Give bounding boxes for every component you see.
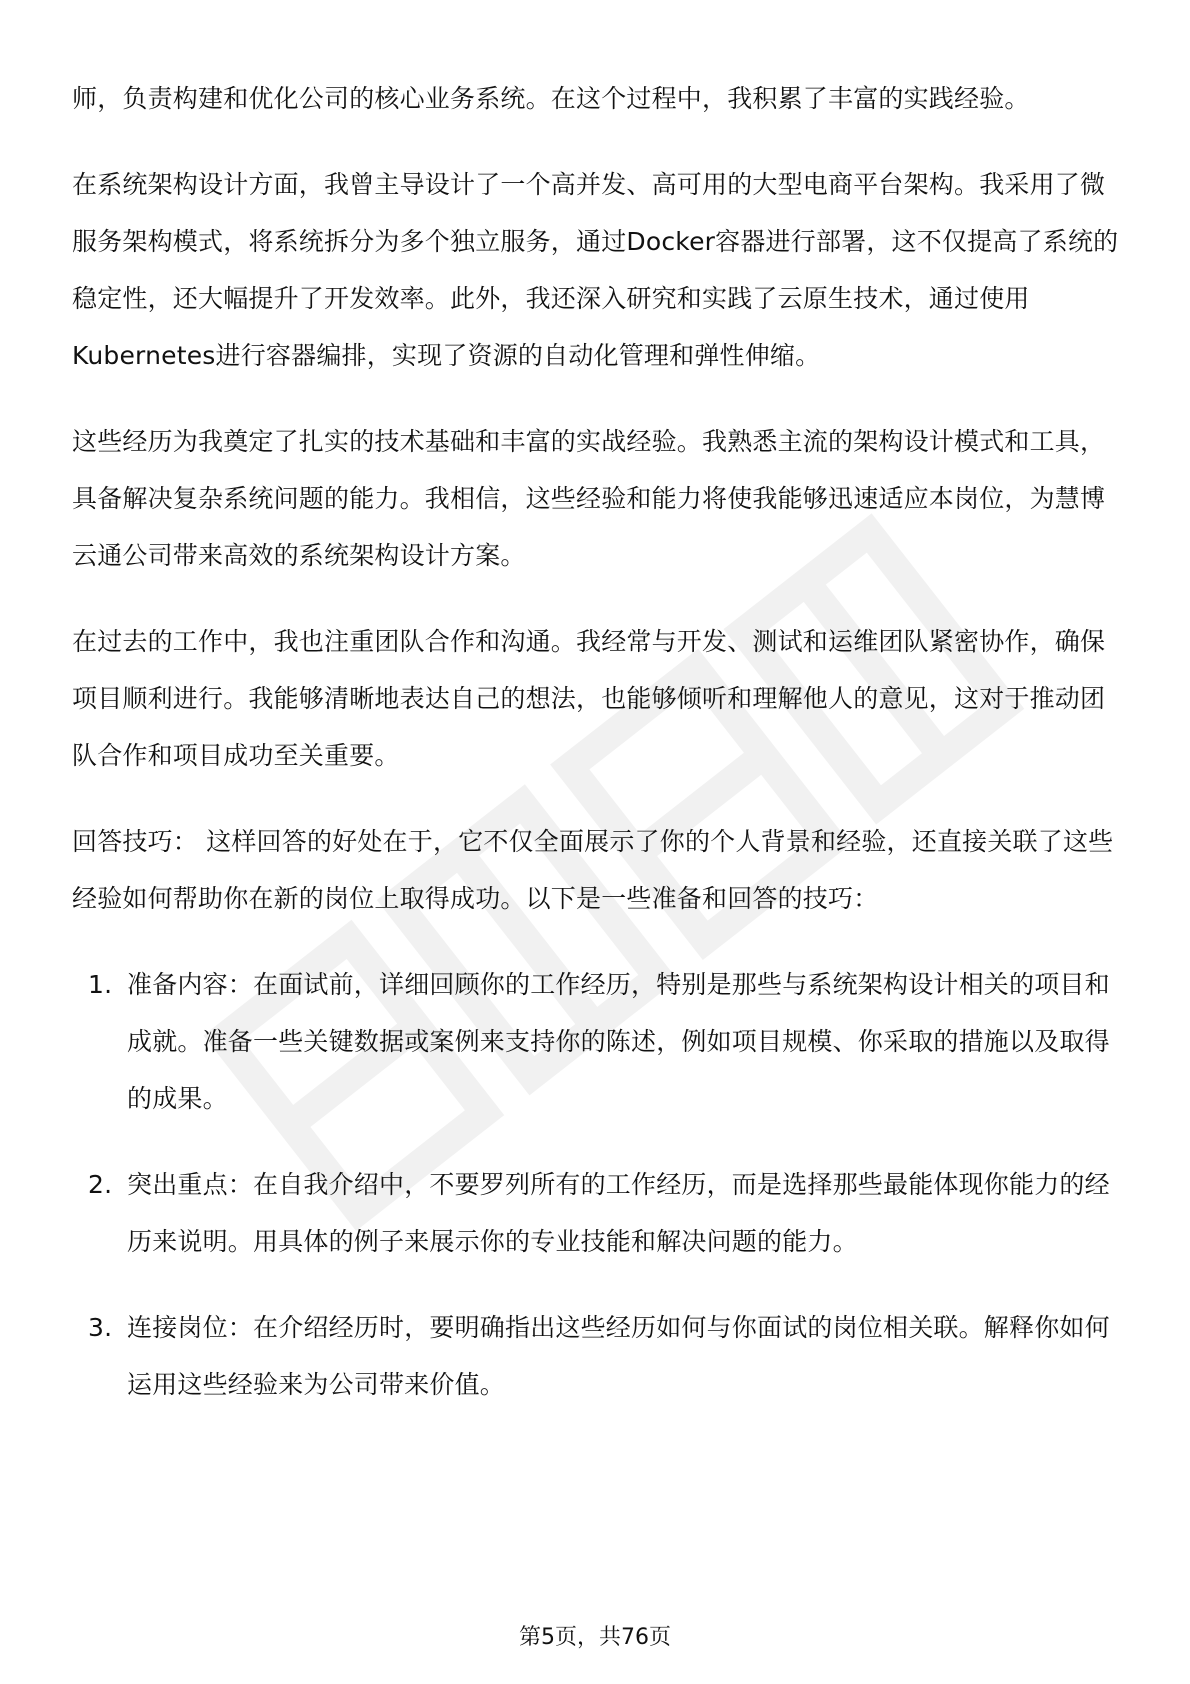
list-item-text: 连接岗位：在介绍经历时，要明确指出这些经历如何与你面试的岗位相关联。解释你如何运用这些经验来为公司带来价值。 — [127, 1313, 1110, 1399]
list-item-text: 突出重点：在自我介绍中，不要罗列所有的工作经历，而是选择那些最能体现你能力的经历来说明。用具体的例子来展示你的专业技能和解决问题的能力。 — [127, 1170, 1110, 1256]
list-item — [72, 1299, 1122, 1413]
list-item-text: 准备内容：在面试前，详细回顾你的工作经历，特别是那些与系统架构设计相关的项目和成就。准备一些关键数据或案例来支持你的陈述，例如项目规模、你采取的措施以及取得的成果。 — [127, 970, 1110, 1113]
page-footer: 第5页，共76页 — [519, 1625, 671, 1650]
list-number: 2. — [88, 1170, 113, 1199]
list-number: 3. — [88, 1313, 113, 1342]
list-item — [72, 1156, 1122, 1270]
paragraph: 回答技巧： 这样回答的好处在于，它不仅全面展示了你的个人背景和经验，还直接关联了这些经验如何帮助你在新的岗位上取得成功。以下是一些准备和回答的技巧： — [72, 827, 1114, 913]
tips-list — [72, 956, 1122, 1413]
paragraph: 师，负责构建和优化公司的核心业务系统。在这个过程中，我积累了丰富的实践经验。 — [72, 84, 1030, 113]
document-body — [72, 70, 1122, 1442]
list-number: 1. — [88, 970, 113, 999]
paragraph: 这些经历为我奠定了扎实的技术基础和丰富的实战经验。我熟悉主流的架构设计模式和工具，具备解决复杂系统问题的能力。我相信，这些经验和能力将使我能够迅速适应本岗位，为慧博云通公司带来高效的系统架构设计方案。 — [72, 427, 1106, 570]
paragraph: 在系统架构设计方面，我曾主导设计了一个高并发、高可用的大型电商平台架构。我采用了微服务架构模式，将系统拆分为多个独立服务，通过Docker容器进行部署，这不仅提高了系统的稳定性，还大幅提升了开发效率。此外，我还深入研究和实践了云原生技术，通过使用Kubernetes进行容器编排，实现了资源的自动化管理和弹性伸缩。 — [72, 170, 1119, 370]
list-item — [72, 956, 1122, 1127]
paragraph: 在过去的工作中，我也注重团队合作和沟通。我经常与开发、测试和运维团队紧密协作，确保项目顺利进行。我能够清晰地表达自己的想法，也能够倾听和理解他人的意见，这对于推动团队合作和项目成功至关重要。 — [72, 627, 1106, 770]
